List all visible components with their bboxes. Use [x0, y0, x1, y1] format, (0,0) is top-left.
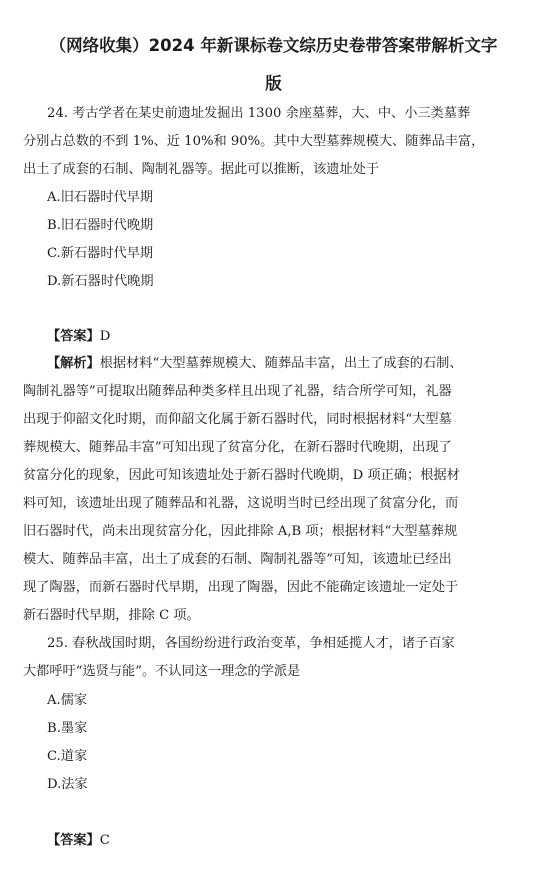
analysis-text: 根据材料“大型墓葬规模大、随葬品丰富，出土了成套的石制、: [99, 356, 463, 371]
answer-value: D: [99, 329, 111, 344]
q24-analysis-line: 新石器时代早期，排除 C 项。: [23, 608, 200, 623]
q24-option-a: A.旧石器时代早期: [47, 190, 154, 205]
answer-value: C: [99, 833, 110, 848]
q24-analysis-line: 模大、随葬品丰富，出土了成套的石制、陶制礼器等”可知，该遗址已经出: [23, 552, 452, 567]
q25-option-d: D.法家: [47, 777, 88, 792]
analysis-tag: 【解析】: [47, 356, 100, 371]
q24-answer: [47, 329, 110, 345]
q24-analysis-line: 葬规模大、随葬品丰富”可知出现了贫富分化，在新石器时代晚期，出现了: [23, 440, 452, 455]
q24-analysis-line: 旧石器时代，尚未出现贫富分化，因此排除 A,B 项；根据材料“大型墓葬规: [23, 524, 458, 539]
q24-stem-line: 24. 考古学者在某史前遗址发掘出 1300 余座墓葬，大、中、小三类墓葬: [47, 106, 471, 121]
answer-tag: 【答案】: [47, 329, 100, 344]
q25-option-a: A.儒家: [47, 693, 88, 708]
q25-answer: [47, 833, 110, 849]
q25-option-b: B.墨家: [47, 721, 88, 736]
q24-analysis-line: 贫富分化的现象，因此可知该遗址处于新石器时代晚期，D 项正确；根据材: [23, 468, 460, 483]
q25-stem-line: 大都呼吁“选贤与能”。不认同这一理念的学派是: [23, 664, 301, 679]
q24-option-b: B.旧石器时代晚期: [47, 218, 154, 233]
q24-option-c: C.新石器时代早期: [47, 246, 154, 261]
q24-stem-line: 分别占总数的不到 1%、近 10%和 90%。其中大型墓葬规模大、随葬品丰富，: [23, 134, 485, 149]
q24-analysis-line: 陶制礼器等”可提取出随葬品种类多样且出现了礼器，结合所学可知，礼器: [23, 384, 452, 399]
q24-stem-line: 出土了成套的石制、陶制礼器等。据此可以推断，该遗址处于: [23, 162, 380, 177]
q24-option-d: D.新石器时代晚期: [47, 274, 154, 289]
q24-analysis-line: 料可知，该遗址出现了随葬品和礼器，这说明当时已经出现了贫富分化，而: [23, 496, 459, 511]
q24-analysis-line: 出现于仰韶文化时期，而仰韶文化属于新石器时代，同时根据材料“大型墓: [23, 412, 452, 427]
answer-tag: 【答案】: [47, 833, 100, 848]
document-title: （网络收集）2024 年新课标卷文综历史卷带答案带解析文字: [49, 36, 498, 55]
q24-analysis-line: [47, 356, 463, 372]
q25-stem-line: 25. 春秋战国时期，各国纷纷进行政治变革，争相延揽人才，诸子百家: [47, 636, 455, 651]
q24-analysis-line: 现了陶器，而新石器时代早期，出现了陶器，因此不能确定该遗址一定处于: [23, 580, 459, 595]
document-title-continuation: 版: [265, 74, 282, 93]
q25-option-c: C.道家: [47, 749, 88, 764]
